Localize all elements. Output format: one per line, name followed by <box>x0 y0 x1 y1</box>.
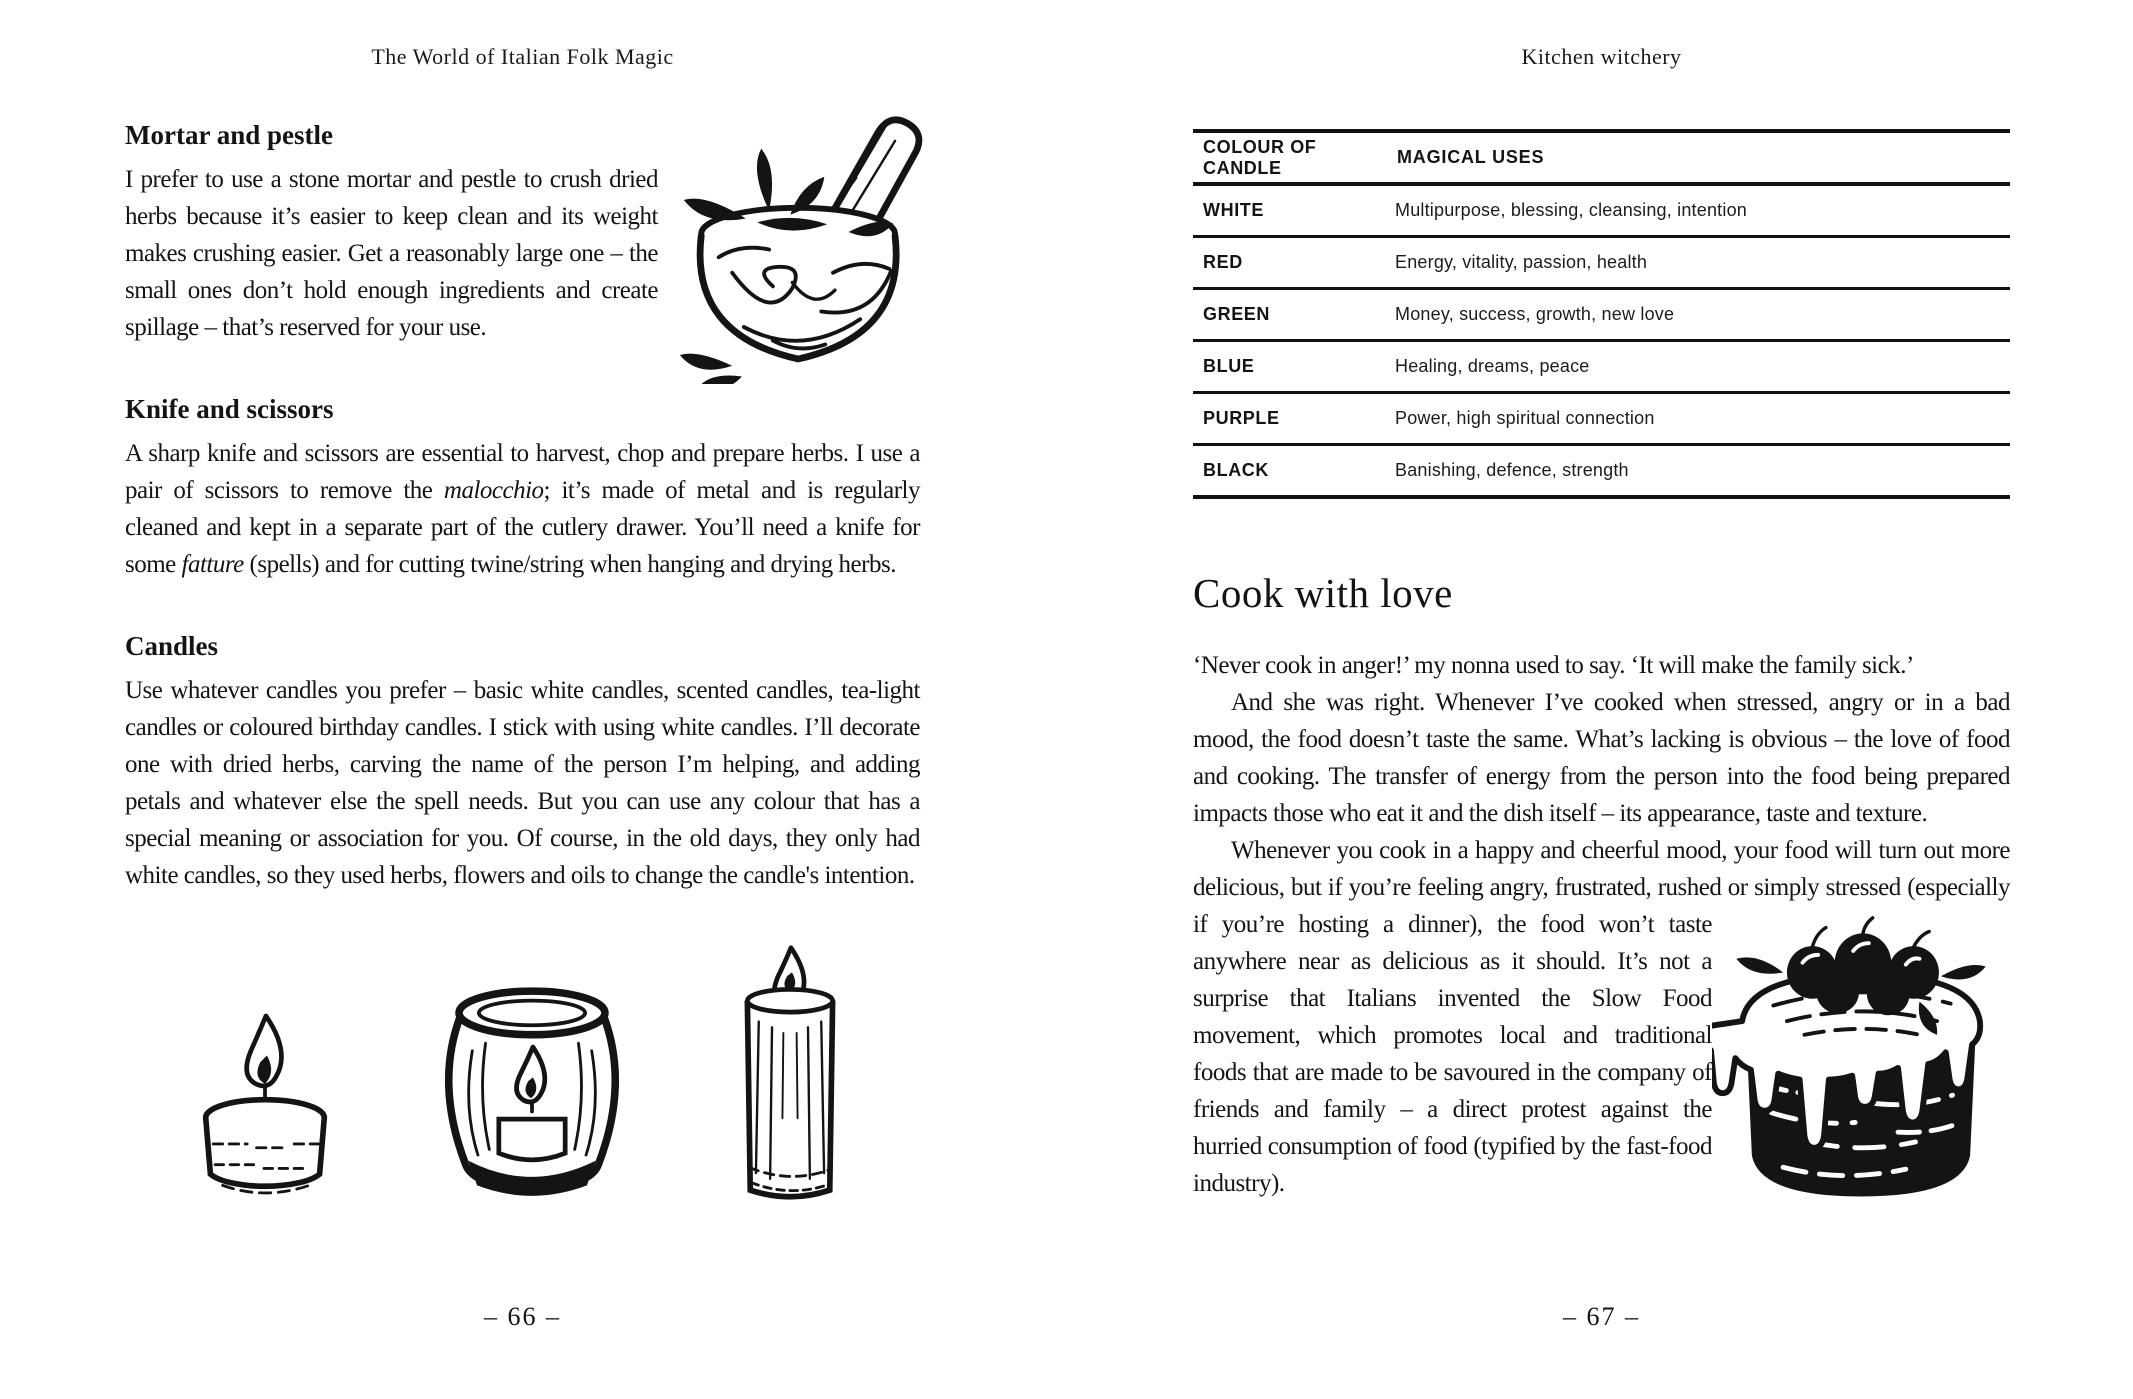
magical-uses-cell: Money, success, growth, new love <box>1395 289 2010 341</box>
magical-uses-cell: Multipurpose, blessing, cleansing, intention <box>1395 184 2010 237</box>
paragraph: ‘Never cook in anger!’ my nonna used to say. ‘It will make the family sick.’ <box>1193 652 1914 679</box>
magical-uses-cell: Energy, vitality, passion, health <box>1395 237 2010 289</box>
pillar-candle-illustration <box>719 942 861 1212</box>
tealight-candle-illustration <box>185 995 345 1212</box>
paragraph: And she was right. Whenever I’ve cooked when stressed, angry or in a bad mood, the food doesn’t taste the same. What’s lacking is obvious – the love of food and cooking. The transfer of energy from the person into the food being prepared impacts those who eat it and the dish itself – its appearance, taste and texture. <box>1193 689 2010 827</box>
paragraph: Use whatever candles you prefer – basic white candles, scented candles, tea-light candles or coloured birthday candles. I stick with using white candles. I’ll decorate one with dried herbs, carving the name of the person I’m helping, and adding petals and whatever else the spell needs. But you can use any colour that has a special meaning or association for you. Of course, in the old days, they only had white candles, so they used herbs, flowers and oils to change the candle's intention. <box>125 677 920 889</box>
section-heading: Knife and scissors <box>125 394 334 424</box>
table-row <box>1193 393 2010 445</box>
running-head-right: Kitchen witchery <box>1521 44 1682 69</box>
paragraph: I prefer to use a stone mortar and pestle to crush dried herbs because it’s easier to keep clean and its weight makes crushing easier. Get a reasonably large one – the small ones don’t hold enough ingredients and create spillage – that’s reserved for your use. <box>125 166 658 341</box>
cook-with-love-heading: Cook with love <box>1193 570 1453 616</box>
section-heading: Mortar and pestle <box>125 120 333 150</box>
table-header-row <box>1193 131 2010 184</box>
table-row <box>1193 445 2010 498</box>
section-candles <box>125 629 920 894</box>
candle-colour-cell: BLACK <box>1203 460 1269 480</box>
table-header-uses: MAGICAL USES <box>1395 131 2010 184</box>
magical-uses-cell: Banishing, defence, strength <box>1395 460 1629 480</box>
votive-candle-illustration <box>423 956 641 1212</box>
candle-colour-cell: RED <box>1193 237 1395 289</box>
page-number-left: – 66 – <box>484 1302 561 1331</box>
left-page-content <box>125 0 920 1212</box>
table-header-colour: COLOUR OF CANDLE <box>1193 131 1395 184</box>
left-page <box>0 0 1066 1399</box>
magical-uses-cell: Healing, dreams, peace <box>1395 341 2010 393</box>
magical-uses-cell: Power, high spiritual connection <box>1395 393 2010 445</box>
table-row <box>1193 341 2010 393</box>
table-row <box>1193 289 2010 341</box>
mortar-and-pestle-illustration <box>676 82 928 384</box>
candle-illustrations-row <box>125 942 920 1212</box>
candle-colour-table <box>1193 129 2010 499</box>
running-head-left: The World of Italian Folk Magic <box>371 44 674 69</box>
candle-colour-cell: BLUE <box>1193 341 1395 393</box>
table-row <box>1193 237 2010 289</box>
page-number-right: – 67 – <box>1563 1302 1640 1331</box>
paragraph-text: Whenever you cook in a happy and cheerful mood, your food will turn out more delicious, but if you’re feeling angry, frustrated, rushed or simply stressed (especially if you’re hosting a dinner), the food won’t taste anywhere near as delicious as it should. It’s not a surprise that Italians invented the Slow Food movement, which promotes local and traditional foods that are made to be savoured in the company of friends and family – a direct protest against the hurried consumption of food (typified by the fast-food industry). <box>1193 837 2010 1197</box>
paragraph: A sharp knife and scissors are essential to harvest, chop and prepare herbs. I use a pair of scissors to remove the malocchio; it’s made of metal and is regularly cleaned and kept in a separate part of the cutlery drawer. You’ll need a knife for some fatture (spells) and for cutting twine/string when hanging and drying herbs. <box>125 440 920 578</box>
candle-colour-cell: GREEN <box>1193 289 1395 341</box>
paragraph-with-cake-wrap <box>1193 832 2010 1202</box>
section-mortar-and-pestle <box>125 118 920 346</box>
candle-colour-cell: WHITE <box>1193 184 1395 237</box>
candle-colour-cell: PURPLE <box>1193 393 1395 445</box>
section-heading: Candles <box>125 631 219 661</box>
table-row <box>1193 184 2010 237</box>
right-page <box>1066 0 2133 1399</box>
right-page-content <box>1193 0 2010 1214</box>
section-knife-and-scissors <box>125 392 920 583</box>
